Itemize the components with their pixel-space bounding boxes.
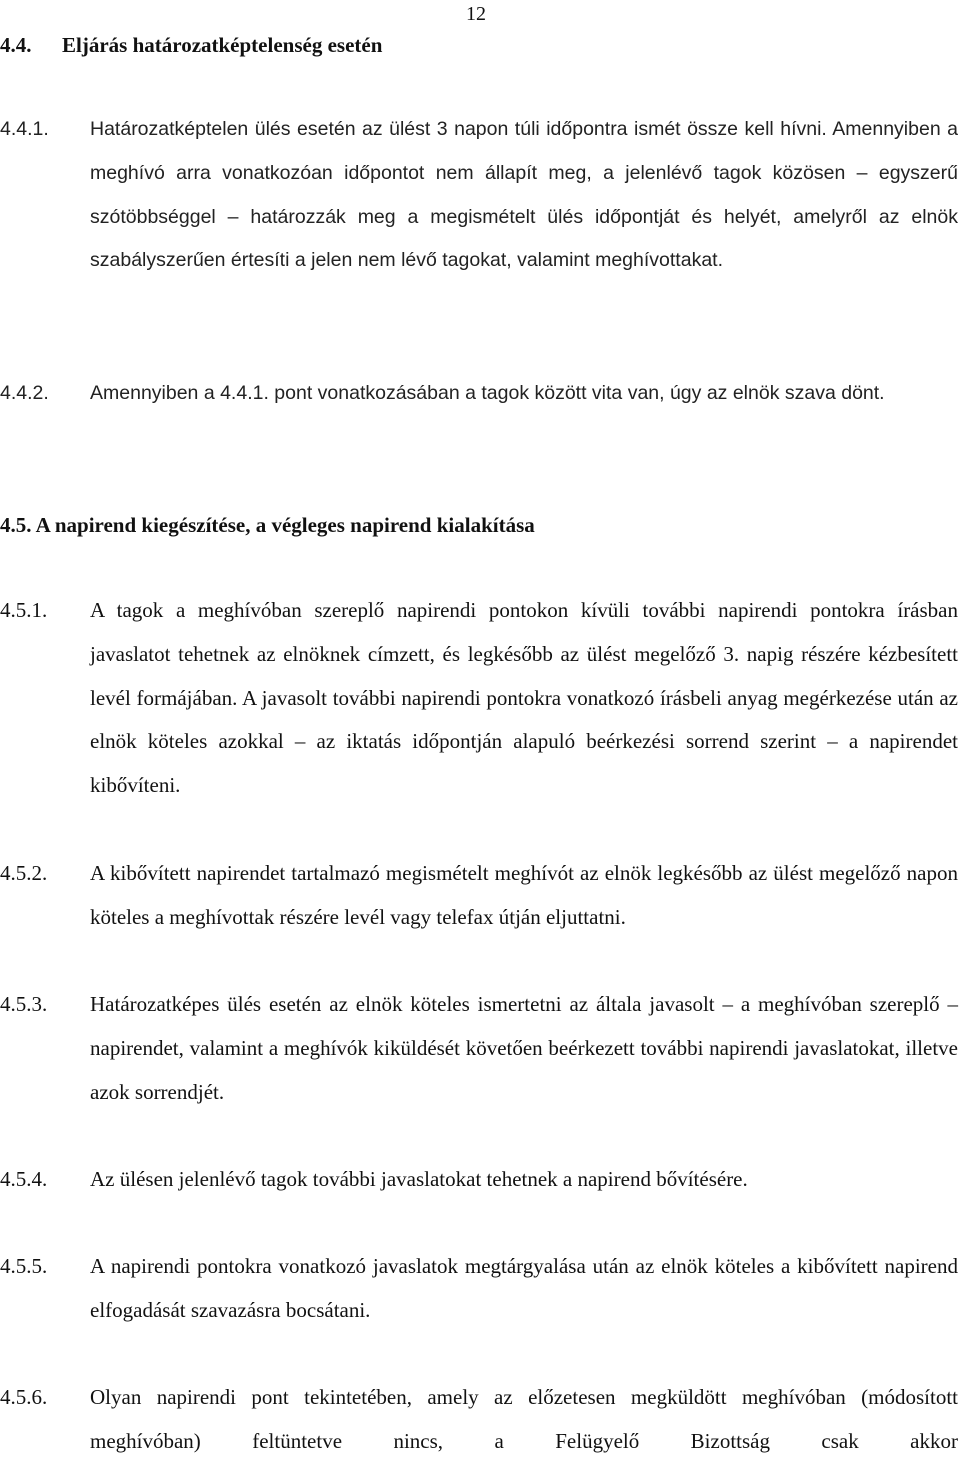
paragraph-number: 4.5.3.	[0, 992, 48, 1016]
paragraph-text: Határozatképtelen ülés esetén az ülést 3 napon túli időpontra ismét össze kell hívni. Amennyiben a meghívó arra vonatkozóan időpontot nem állapít meg, a jelenlévő tagok közösen – egyszerű szótöbbséggel – határozzák meg a megismételt ülés időpontját és helyét, amelyről az elnök szabályszerűen értesíti a jelen nem lévő tagokat, valamint meghívottakat.	[90, 118, 958, 272]
section-title: Eljárás határozatképtelenség esetén	[62, 33, 383, 57]
paragraph-text: A napirendi pontokra vonatkozó javaslatok megtárgyalása után az elnök köteles a kibővített napirend elfogadását szavazásra bocsátani.	[90, 1254, 958, 1322]
paragraph-number: 4.4.2.	[0, 382, 49, 404]
paragraph-number: 4.5.4.	[0, 1167, 48, 1191]
paragraph-text: A kibővített napirendet tartalmazó megismételt meghívót az elnök legkésőbb az ülést megelőző napon köteles a meghívottak részére levél vagy telefax útján eljuttatni.	[90, 861, 958, 929]
paragraph-text: Amennyiben a 4.4.1. pont vonatkozásában a tagok között vita van, úgy az elnök szava dönt.	[90, 382, 885, 404]
page-number: 12	[466, 3, 486, 25]
paragraph-text: Határozatképes ülés esetén az elnök köteles ismertetni az általa javasolt – a meghívóban szereplő – napirendet, valamint a meghívók kiküldését követően beérkezett további napirendi javaslatokat, illetve azok sorrendjét.	[90, 992, 958, 1104]
section-heading-4-5	[0, 512, 535, 538]
section-title: A napirend kiegészítése, a végleges napirend kialakítása	[35, 513, 535, 537]
paragraph-text: A tagok a meghívóban szereplő napirendi pontokon kívüli további napirendi pontokra írásban javaslatot tehetnek az elnöknek címzett, és legkésőbb az ülést megelőző 3. napig részére kézbesített levél formájában. A javasolt további napirendi pontokra vonatkozó írásbeli anyag megérkezése után az elnök köteles azokkal – az iktatás időpontján alapuló beérkezési sorrend szerint – a napirendet kibővíteni.	[90, 598, 958, 798]
paragraph-number: 4.5.6.	[0, 1385, 48, 1409]
paragraph-4-5-3	[0, 983, 958, 1114]
section-number: 4.4.	[0, 33, 32, 57]
paragraph-number: 4.4.1.	[0, 118, 49, 140]
paragraph-4-4-1	[0, 108, 958, 283]
paragraph-4-5-1	[0, 589, 958, 808]
paragraph-4-5-2	[0, 852, 958, 940]
paragraph-text: Olyan napirendi pont tekintetében, amely az előzetesen megküldött meghívóban (módosított meghívóban) feltüntetve nincs, a Felügyelő Bizottság csak akkor	[90, 1385, 958, 1453]
paragraph-text: Az ülésen jelenlévő tagok további javaslatokat tehetnek a napirend bővítésére.	[90, 1167, 748, 1191]
section-heading-4-4	[0, 32, 382, 58]
paragraph-number: 4.5.5.	[0, 1254, 48, 1278]
section-number: 4.5.	[0, 513, 32, 537]
paragraph-number: 4.5.2.	[0, 861, 48, 885]
paragraph-4-5-5	[0, 1245, 958, 1333]
paragraph-4-5-6	[0, 1376, 958, 1464]
paragraph-4-5-4	[0, 1158, 958, 1202]
paragraph-4-4-2	[0, 372, 958, 416]
paragraph-number: 4.5.1.	[0, 598, 48, 622]
